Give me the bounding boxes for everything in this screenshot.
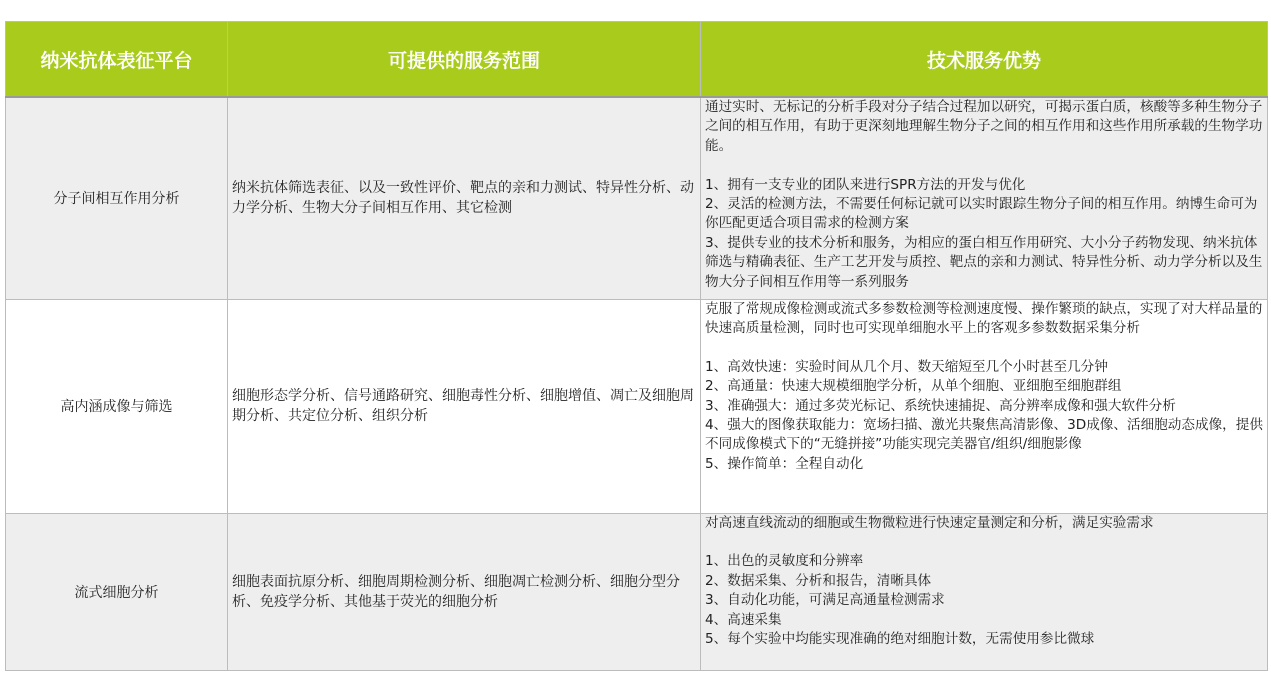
advantages-cell — [701, 299, 1268, 513]
list-item: 1、高效快速：实验时间从几个月、数天缩短至几个小时甚至几分钟 — [705, 358, 1108, 375]
list-item: 2、高通量：快速大规模细胞学分析，从单个细胞、亚细胞至细胞群组 — [705, 378, 1122, 395]
header-advantages: 技术服务优势 — [701, 22, 1268, 98]
advantages-intro: 克服了常规成像检测或流式多参数检测等检测速度慢、操作繁琐的缺点，实现了对大样品量的快速高质量检测，同时也可实现单细胞水平上的客观多参数数据采集分析 — [705, 300, 1263, 336]
advantages-list — [705, 176, 1264, 292]
list-item: 1、出色的灵敏度和分辨率 — [705, 553, 864, 570]
list-item: 2、灵活的检测方法，不需要任何标记就可以实时跟踪生物分子间的相互作用。纳博生命可为你匹配更适合项目需求的检测方案 — [705, 196, 1258, 232]
platform-cell: 高内涵成像与筛选 — [6, 299, 228, 513]
table-row — [6, 299, 1268, 513]
list-item: 5、每个实验中均能实现准确的绝对细胞计数，无需使用参比微球 — [705, 630, 1095, 647]
list-item: 2、数据采集、分析和报告，清晰具体 — [705, 572, 932, 589]
advantages-list — [705, 552, 1264, 649]
list-item: 3、准确强大：通过多荧光标记、系统快速捕捉、高分辨率成像和强大软件分析 — [705, 397, 1176, 414]
advantages-cell — [701, 513, 1268, 670]
list-item: 3、自动化功能，可满足高通量检测需求 — [705, 592, 945, 609]
platform-cell: 流式细胞分析 — [6, 513, 228, 670]
advantages-cell — [701, 97, 1268, 299]
table-row — [6, 513, 1268, 670]
advantages-intro: 对高速直线流动的细胞或生物微粒进行快速定量测定和分析，满足实验需求 — [705, 514, 1154, 531]
header-row — [6, 22, 1268, 98]
list-item: 1、拥有一支专业的团队来进行SPR方法的开发与优化 — [705, 176, 1026, 193]
header-platform: 纳米抗体表征平台 — [6, 22, 228, 98]
scope-cell: 细胞表面抗原分析、细胞周期检测分析、细胞凋亡检测分析、细胞分型分析、免疫学分析、其他基于荧光的细胞分析 — [228, 513, 701, 670]
platform-cell: 分子间相互作用分析 — [6, 97, 228, 299]
table-row — [6, 97, 1268, 299]
scope-cell: 纳米抗体筛选表征、以及一致性评价、靶点的亲和力测试、特异性分析、动力学分析、生物大分子间相互作用、其它检测 — [228, 97, 701, 299]
advantages-list — [705, 358, 1264, 474]
service-table — [5, 21, 1268, 671]
advantages-intro: 通过实时、无标记的分析手段对分子结合过程加以研究，可揭示蛋白质，核酸等多种生物分子之间的相互作用，有助于更深刻地理解生物分子之间的相互作用和这些作用所承载的生物学功能。 — [705, 99, 1263, 154]
list-item: 4、高速采集 — [705, 611, 782, 628]
list-item: 4、强大的图像获取能力：宽场扫描、激光共聚焦高清影像、3D成像、活细胞动态成像，提供不同成像模式下的“无缝拼接”功能实现完美器官/组织/细胞影像 — [705, 416, 1263, 453]
scope-cell: 细胞形态学分析、信号通路研究、细胞毒性分析、细胞增值、凋亡及细胞周期分析、共定位分析、组织分析 — [228, 299, 701, 513]
header-scope: 可提供的服务范围 — [228, 22, 701, 98]
list-item: 5、操作简单：全程自动化 — [705, 455, 864, 472]
list-item: 3、提供专业的技术分析和服务，为相应的蛋白相互作用研究、大小分子药物发现、纳米抗体筛选与精确表征、生产工艺开发与质控、靶点的亲和力测试、特异性分析、动力学分析以及生物大分子间相互作用等一系列服务 — [705, 234, 1263, 290]
